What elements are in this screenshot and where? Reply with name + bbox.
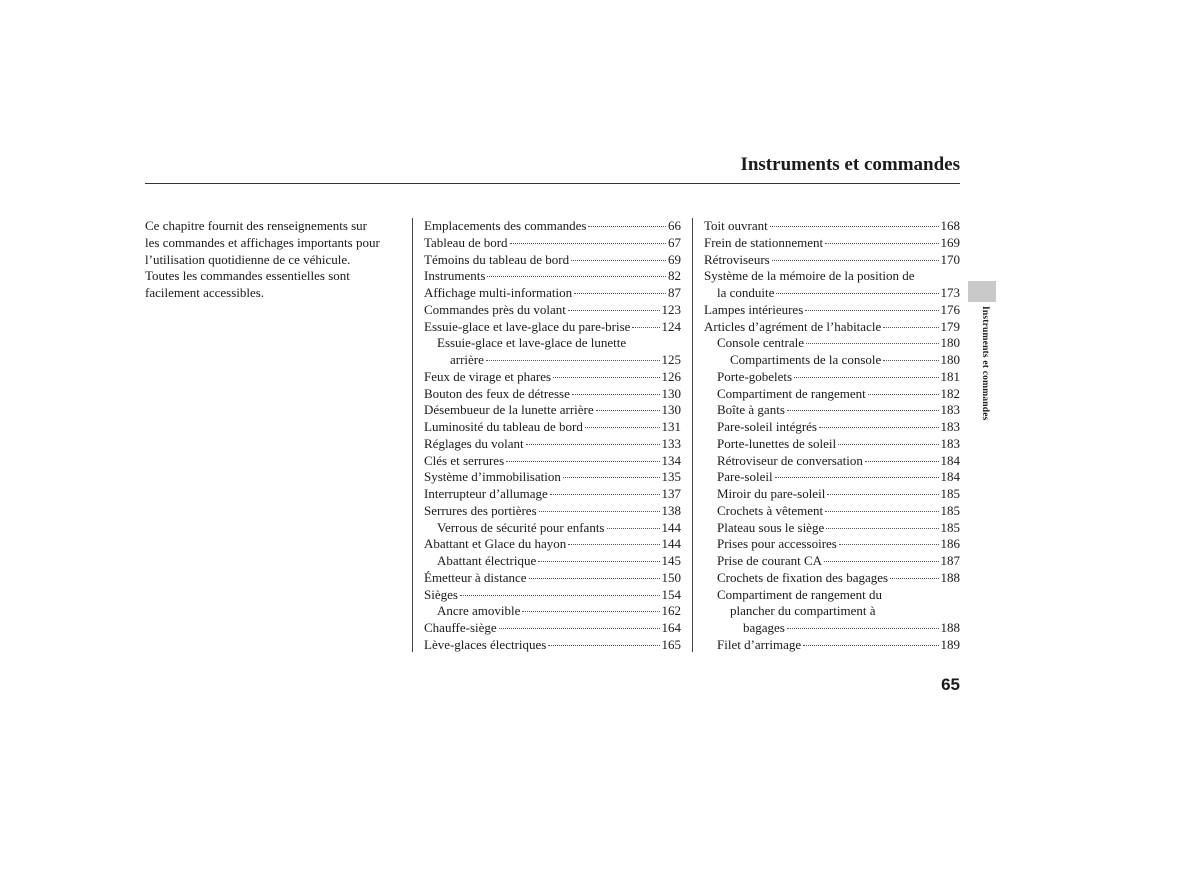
toc-entry-page: 180 bbox=[940, 352, 960, 367]
toc-entry-page: 87 bbox=[668, 285, 681, 300]
toc-leader-dots bbox=[825, 511, 938, 512]
toc-entry-label: Bouton des feux de détresse bbox=[424, 385, 570, 401]
toc-leader-dots bbox=[819, 427, 939, 428]
toc-entry-label: Interrupteur d’allumage bbox=[424, 486, 548, 501]
toc-entry[interactable] bbox=[424, 235, 681, 252]
column-divider bbox=[412, 218, 413, 652]
toc-entry-page: 150 bbox=[661, 569, 681, 585]
toc-entry-label: Instruments bbox=[424, 268, 486, 284]
toc-entry-page: 176 bbox=[940, 301, 960, 317]
toc-leader-dots bbox=[526, 444, 660, 445]
toc-entry[interactable] bbox=[424, 218, 681, 235]
toc-leader-dots bbox=[632, 327, 659, 328]
toc-entry-page: 168 bbox=[940, 218, 960, 233]
toc-entry[interactable] bbox=[704, 235, 960, 252]
toc-entry-page: 185 bbox=[940, 502, 960, 518]
toc-entry-label: Lève-glaces électriques bbox=[424, 636, 547, 652]
toc-leader-dots bbox=[607, 528, 660, 529]
toc-entry[interactable] bbox=[704, 319, 960, 336]
toc-entry-page: 189 bbox=[940, 636, 960, 652]
toc-entry[interactable] bbox=[704, 218, 960, 235]
toc-entry-label: Commandes près du volant bbox=[424, 301, 566, 317]
toc-entry-page: 125 bbox=[661, 352, 681, 367]
toc-leader-dots bbox=[499, 628, 660, 629]
toc-entry-label: Système d’immobilisation bbox=[424, 469, 561, 485]
toc-entry-label: Crochets à vêtement bbox=[717, 502, 824, 518]
toc-entry[interactable] bbox=[424, 553, 681, 570]
toc-entry-label: bagages bbox=[743, 620, 785, 635]
toc-entry-label: Chauffe-siège bbox=[424, 620, 497, 635]
intro-line: l’utilisation quotidienne de ce véhicule. bbox=[145, 251, 351, 267]
toc-entry[interactable] bbox=[424, 419, 681, 436]
toc-entry-page: 130 bbox=[661, 385, 681, 401]
toc-entry-page: 145 bbox=[661, 553, 681, 568]
toc-entry-label: Émetteur à distance bbox=[424, 569, 527, 585]
toc-entry-page: 66 bbox=[668, 218, 681, 233]
toc-leader-dots bbox=[890, 578, 938, 579]
toc-leader-dots bbox=[571, 260, 666, 261]
toc-leader-dots bbox=[883, 327, 938, 328]
toc-leader-dots bbox=[805, 310, 938, 311]
toc-entry-page: 170 bbox=[940, 251, 960, 267]
toc-entry-page: 188 bbox=[940, 569, 960, 585]
toc-entry-page: 69 bbox=[668, 251, 681, 267]
toc-entry-label: Prises pour accessoires bbox=[717, 536, 837, 552]
toc-entry-page: 183 bbox=[940, 419, 960, 434]
toc-entry-page: 162 bbox=[661, 603, 681, 619]
toc-entry-label: Rétroviseurs bbox=[704, 251, 770, 267]
toc-entry[interactable] bbox=[704, 520, 960, 537]
toc-entry-label: Articles d’agrément de l’habitacle bbox=[704, 318, 882, 334]
toc-leader-dots bbox=[787, 628, 939, 629]
toc-entry-label: Désembueur de la lunette arrière bbox=[424, 402, 594, 418]
toc-entry-label: Plateau sous le siège bbox=[717, 519, 825, 535]
toc-entry-label: Prise de courant CA bbox=[717, 553, 823, 568]
toc-leader-dots bbox=[588, 226, 666, 227]
chapter-tab-marker bbox=[968, 281, 996, 302]
toc-entry-page: 180 bbox=[940, 335, 960, 351]
toc-entry-label: Compartiment de rangement bbox=[717, 385, 866, 401]
toc-entry[interactable] bbox=[424, 302, 681, 319]
toc-leader-dots bbox=[522, 611, 659, 612]
toc-entry[interactable] bbox=[704, 620, 960, 637]
toc-entry-label: Compartiments de la console bbox=[730, 352, 882, 367]
toc-entry-page: 186 bbox=[940, 536, 960, 552]
toc-entry[interactable] bbox=[704, 419, 960, 436]
toc-leader-dots bbox=[506, 461, 659, 462]
toc-entry-page: 124 bbox=[661, 318, 681, 334]
toc-entry-label: Porte-lunettes de soleil bbox=[717, 435, 837, 451]
toc-entry[interactable] bbox=[424, 352, 681, 369]
toc-entry-label: Réglages du volant bbox=[424, 435, 524, 451]
toc-entry-label: Pare-soleil bbox=[717, 469, 773, 485]
toc-entry-label: Boîte à gants bbox=[717, 402, 785, 418]
toc-entry[interactable] bbox=[704, 503, 960, 520]
toc-entry-label: Essuie-glace et lave-glace du pare-brise bbox=[424, 318, 631, 334]
toc-entry-label: Feux de virage et phares bbox=[424, 368, 552, 384]
toc-entry-label: Abattant électrique bbox=[437, 553, 537, 568]
toc-entry-page: 137 bbox=[661, 486, 681, 501]
toc-entry-page: 182 bbox=[940, 385, 960, 401]
toc-column-2 bbox=[704, 218, 960, 654]
toc-entry-page: 173 bbox=[940, 285, 960, 300]
toc-leader-dots bbox=[803, 645, 938, 646]
toc-leader-dots bbox=[568, 544, 659, 545]
toc-leader-dots bbox=[574, 293, 666, 294]
toc-leader-dots bbox=[572, 394, 660, 395]
toc-leader-dots bbox=[794, 377, 938, 378]
toc-entry-page: 169 bbox=[940, 234, 960, 250]
toc-entry-label: Pare-soleil intégrés bbox=[717, 419, 817, 434]
toc-entry[interactable] bbox=[704, 386, 960, 403]
toc-entry-page: 144 bbox=[661, 536, 681, 552]
toc-entry-page: 138 bbox=[661, 502, 681, 518]
toc-entry[interactable] bbox=[424, 486, 681, 503]
toc-entry-page: 135 bbox=[661, 469, 681, 485]
toc-entry-label: Ancre amovible bbox=[437, 603, 521, 619]
toc-entry-page: 185 bbox=[940, 519, 960, 535]
toc-entry[interactable] bbox=[424, 386, 681, 403]
toc-entry-label: arrière bbox=[450, 352, 484, 367]
toc-entry[interactable] bbox=[424, 469, 681, 486]
toc-entry-page: 181 bbox=[940, 368, 960, 384]
intro-line: Ce chapitre fournit des renseignements sur bbox=[145, 218, 368, 233]
toc-entry-label: Clés et serrures bbox=[424, 452, 505, 468]
toc-entry[interactable] bbox=[704, 302, 960, 319]
toc-entry-label: Serrures des portières bbox=[424, 502, 537, 518]
toc-entry[interactable] bbox=[424, 369, 681, 386]
toc-entry-label: Affichage multi-information bbox=[424, 285, 573, 300]
toc-entry[interactable] bbox=[704, 486, 960, 503]
toc-leader-dots bbox=[538, 561, 659, 562]
toc-entry-page: 188 bbox=[940, 620, 960, 635]
toc-entry[interactable] bbox=[424, 453, 681, 470]
toc-entry[interactable] bbox=[424, 503, 681, 520]
toc-entry[interactable] bbox=[424, 637, 681, 654]
toc-entry[interactable] bbox=[424, 252, 681, 269]
toc-entry-page: 183 bbox=[940, 435, 960, 451]
column-divider bbox=[692, 218, 693, 652]
toc-entry-page: 179 bbox=[940, 318, 960, 334]
toc-leader-dots bbox=[772, 260, 939, 261]
toc-entry-page: 144 bbox=[661, 519, 681, 535]
toc-entry-label: Frein de stationnement bbox=[704, 234, 824, 250]
toc-entry-page: 165 bbox=[661, 636, 681, 652]
toc-entry[interactable] bbox=[704, 587, 960, 604]
toc-entry-page: 123 bbox=[661, 301, 681, 317]
toc-leader-dots bbox=[585, 427, 660, 428]
toc-leader-dots bbox=[460, 595, 660, 596]
toc-entry-page: 185 bbox=[940, 486, 960, 501]
toc-entry-label: Lampes intérieures bbox=[704, 301, 804, 317]
toc-entry-page: 67 bbox=[668, 234, 681, 250]
toc-leader-dots bbox=[775, 477, 939, 478]
toc-entry[interactable] bbox=[424, 319, 681, 336]
toc-leader-dots bbox=[826, 528, 938, 529]
toc-leader-dots bbox=[539, 511, 660, 512]
toc-entry[interactable] bbox=[424, 268, 681, 285]
toc-leader-dots bbox=[487, 276, 666, 277]
toc-entry-page: 187 bbox=[940, 553, 960, 568]
toc-leader-dots bbox=[776, 293, 938, 294]
toc-entry[interactable] bbox=[704, 553, 960, 570]
toc-entry-label: Compartiment de rangement du bbox=[717, 586, 882, 602]
toc-entry-label: Essuie-glace et lave-glace de lunette bbox=[437, 335, 627, 351]
toc-leader-dots bbox=[868, 394, 939, 395]
toc-entry-label: Témoins du tableau de bord bbox=[424, 251, 570, 267]
toc-entry-label: la conduite bbox=[717, 285, 775, 300]
toc-leader-dots bbox=[827, 494, 938, 495]
toc-entry-label: Tableau de bord bbox=[424, 234, 508, 250]
toc-leader-dots bbox=[596, 410, 660, 411]
header-rule bbox=[145, 183, 960, 184]
toc-entry[interactable] bbox=[704, 603, 960, 620]
toc-leader-dots bbox=[510, 243, 666, 244]
toc-entry-label: Porte-gobelets bbox=[717, 368, 793, 384]
toc-entry-label: Console centrale bbox=[717, 335, 804, 351]
toc-entry-label: Crochets de fixation des bagages bbox=[717, 569, 889, 585]
toc-entry[interactable] bbox=[704, 436, 960, 453]
intro-line: facilement accessibles. bbox=[145, 285, 265, 301]
toc-entry-page: 164 bbox=[661, 620, 681, 635]
toc-entry-page: 184 bbox=[940, 469, 960, 485]
toc-leader-dots bbox=[825, 243, 938, 244]
toc-entry[interactable] bbox=[424, 603, 681, 620]
toc-leader-dots bbox=[883, 360, 938, 361]
toc-entry[interactable] bbox=[424, 520, 681, 537]
toc-leader-dots bbox=[787, 410, 939, 411]
toc-entry[interactable] bbox=[424, 285, 681, 302]
page-number: 65 bbox=[941, 675, 960, 694]
toc-entry[interactable] bbox=[704, 285, 960, 302]
toc-entry-label: Abattant et Glace du hayon bbox=[424, 536, 567, 552]
toc-leader-dots bbox=[568, 310, 660, 311]
toc-leader-dots bbox=[824, 561, 938, 562]
toc-leader-dots bbox=[529, 578, 660, 579]
toc-leader-dots bbox=[806, 343, 939, 344]
toc-entry[interactable] bbox=[704, 352, 960, 369]
toc-entry-page: 133 bbox=[661, 435, 681, 451]
chapter-tab-label: Instruments et commandes bbox=[980, 306, 990, 421]
toc-entry[interactable] bbox=[704, 268, 960, 285]
toc-entry-label: Sièges bbox=[424, 586, 458, 602]
toc-entry-page: 183 bbox=[940, 402, 960, 418]
toc-leader-dots bbox=[563, 477, 660, 478]
intro-line: les commandes et affichages importants pour bbox=[145, 234, 380, 250]
toc-entry-label: Emplacements des commandes bbox=[424, 218, 587, 233]
toc-leader-dots bbox=[770, 226, 939, 227]
toc-entry-label: Luminosité du tableau de bord bbox=[424, 419, 583, 434]
toc-entry-label: Filet d’arrimage bbox=[717, 636, 802, 652]
toc-entry-label: plancher du compartiment à bbox=[730, 603, 876, 619]
toc-leader-dots bbox=[486, 360, 660, 361]
toc-entry-label: Toit ouvrant bbox=[704, 218, 768, 233]
toc-leader-dots bbox=[550, 494, 660, 495]
intro-paragraph bbox=[145, 218, 407, 302]
toc-entry-page: 82 bbox=[668, 268, 681, 284]
toc-entry[interactable] bbox=[704, 453, 960, 470]
toc-entry[interactable] bbox=[424, 536, 681, 553]
toc-entry-label: Système de la mémoire de la position de bbox=[704, 268, 915, 284]
toc-entry[interactable] bbox=[424, 620, 681, 637]
toc-entry[interactable] bbox=[424, 335, 681, 352]
toc-entry-page: 154 bbox=[661, 586, 681, 602]
toc-entry[interactable] bbox=[704, 536, 960, 553]
toc-entry-page: 131 bbox=[661, 419, 681, 434]
toc-entry-page: 134 bbox=[661, 452, 681, 468]
toc-entry-page: 130 bbox=[661, 402, 681, 418]
toc-entry[interactable] bbox=[704, 252, 960, 269]
toc-leader-dots bbox=[838, 444, 938, 445]
intro-line: Toutes les commandes essentielles sont bbox=[145, 268, 350, 284]
toc-entry[interactable] bbox=[424, 570, 681, 587]
toc-leader-dots bbox=[865, 461, 939, 462]
toc-entry-page: 184 bbox=[940, 452, 960, 468]
toc-entry[interactable] bbox=[424, 587, 681, 604]
toc-entry[interactable] bbox=[704, 402, 960, 419]
page-title: Instruments et commandes bbox=[740, 154, 960, 175]
toc-entry[interactable] bbox=[424, 436, 681, 453]
toc-leader-dots bbox=[839, 544, 939, 545]
toc-entry-label: Verrous de sécurité pour enfants bbox=[437, 519, 605, 535]
toc-leader-dots bbox=[548, 645, 659, 646]
toc-entry[interactable] bbox=[704, 570, 960, 587]
toc-entry[interactable] bbox=[704, 369, 960, 386]
toc-entry[interactable] bbox=[704, 469, 960, 486]
toc-entry[interactable] bbox=[704, 335, 960, 352]
toc-leader-dots bbox=[553, 377, 659, 378]
toc-entry-page: 126 bbox=[661, 368, 681, 384]
toc-entry-label: Rétroviseur de conversation bbox=[717, 452, 863, 468]
toc-entry-label: Miroir du pare-soleil bbox=[717, 486, 826, 501]
toc-column-1 bbox=[424, 218, 681, 654]
toc-entry[interactable] bbox=[424, 402, 681, 419]
toc-entry[interactable] bbox=[704, 637, 960, 654]
